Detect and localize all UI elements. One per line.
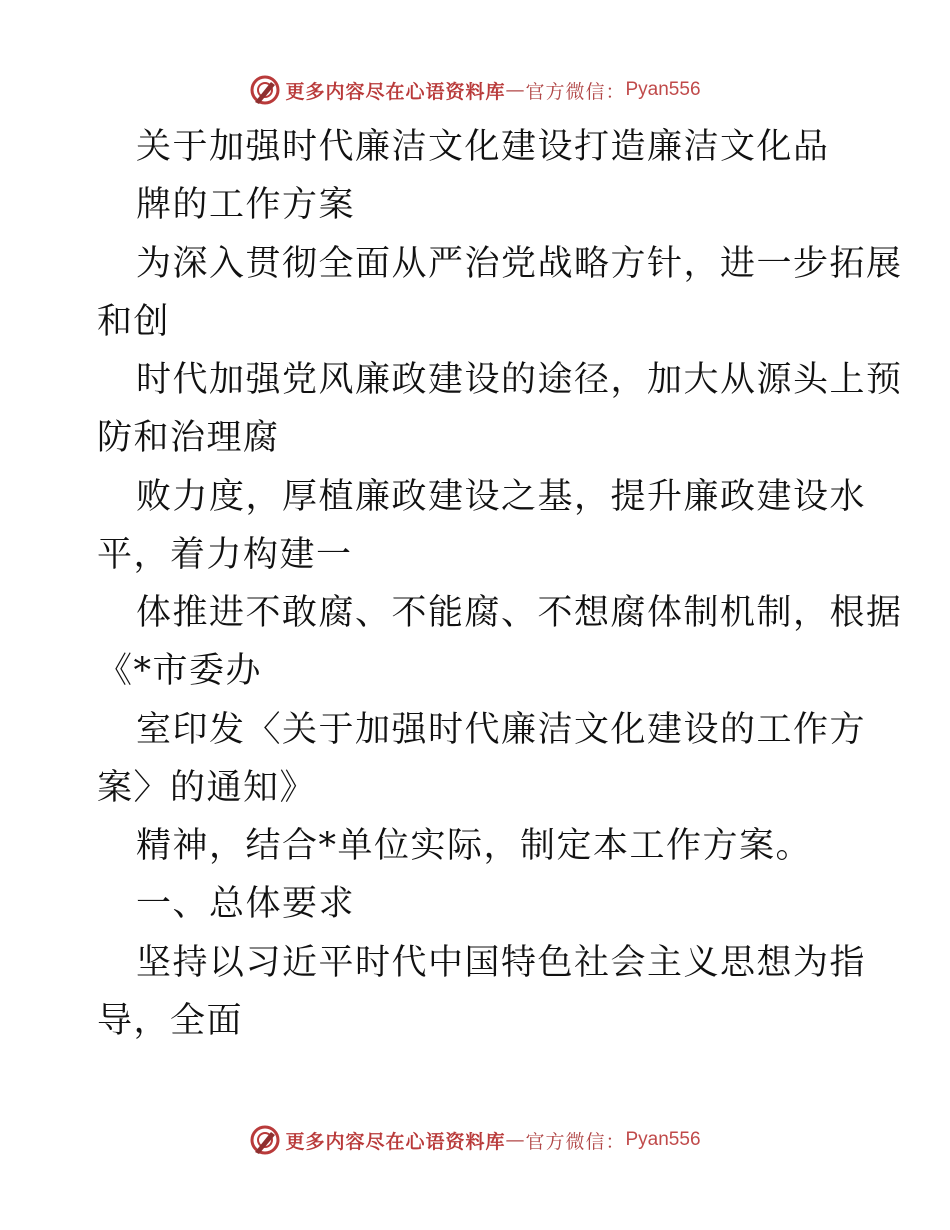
doc-line: 精神，结合*单位实际，制定本工作方案。 <box>136 826 813 866</box>
doc-line: 室印发〈关于加强时代廉洁文化建设的工作方 <box>136 710 867 750</box>
header-wechat-id: Pyan556 <box>625 79 701 100</box>
pen-logo-icon <box>249 1124 281 1156</box>
header-separator: — <box>505 79 526 101</box>
doc-line: 案〉的通知》 <box>97 768 317 808</box>
header-banner <box>0 70 950 110</box>
footer-brand: 更多内容尽在心语资料库 <box>285 1130 506 1153</box>
doc-line: 《*市委办 <box>97 651 263 691</box>
footer-wechat-label: 官方微信： <box>525 1130 626 1153</box>
doc-line: 平，着力构建一 <box>97 535 353 575</box>
pen-logo-icon <box>249 74 281 106</box>
doc-line: 坚持以习近平时代中国特色社会主义思想为指 <box>136 943 867 983</box>
footer-banner <box>0 1120 950 1160</box>
doc-line: 败力度，厚植廉政建设之基，提升廉政建设水 <box>136 477 867 517</box>
doc-line: 牌的工作方案 <box>136 185 356 225</box>
footer-wechat-id: Pyan556 <box>625 1129 701 1150</box>
doc-line: 导，全面 <box>97 1001 244 1041</box>
header-brand: 更多内容尽在心语资料库 <box>285 80 506 103</box>
doc-line: 一、总体要求 <box>136 884 356 924</box>
header-wechat-label: 官方微信： <box>525 80 626 103</box>
doc-line: 时代加强党风廉政建设的途径，加大从源头上预 <box>136 360 903 400</box>
doc-line: 防和治理腐 <box>97 418 280 458</box>
doc-line: 体推进不敢腐、不能腐、不想腐体制机制，根据 <box>136 593 903 633</box>
doc-line: 为深入贯彻全面从严治党战略方针，进一步拓展 <box>136 244 903 284</box>
doc-line: 和创 <box>97 302 171 342</box>
doc-line: 关于加强时代廉洁文化建设打造廉洁文化品 <box>136 127 830 167</box>
footer-separator: — <box>505 1129 526 1151</box>
